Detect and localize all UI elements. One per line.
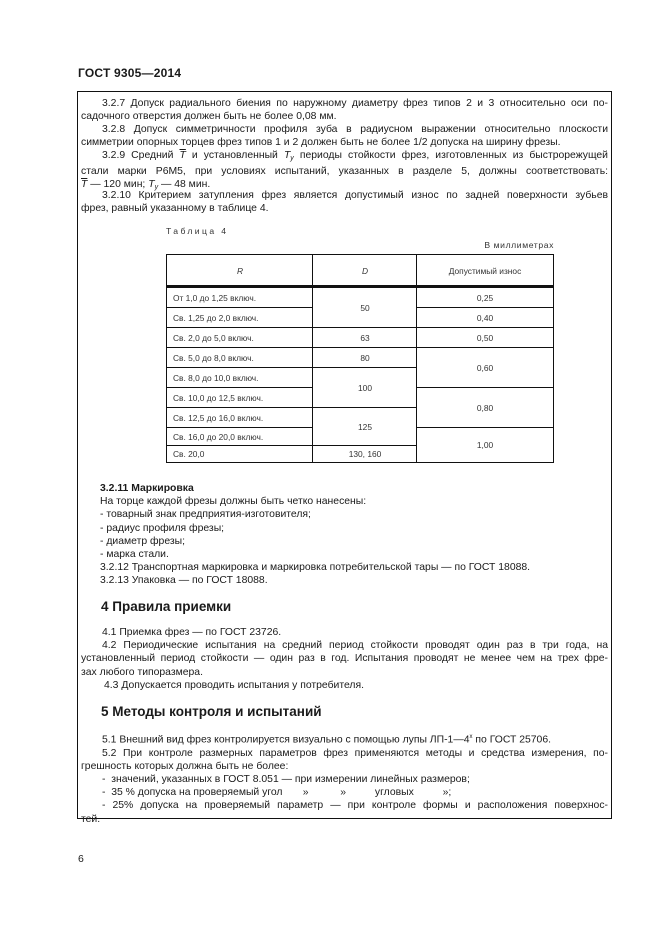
list-item: - диаметр фрезы; [100, 535, 185, 547]
section-4-heading: 4 Правила приемки [101, 599, 232, 614]
page-number: 6 [78, 853, 84, 865]
table-4 [166, 254, 554, 463]
table-cell-r: Св. 2,0 до 5,0 включ. [173, 332, 254, 343]
table-cell-r: Св. 20,0 [173, 449, 205, 459]
list-item: - товарный знак предприятия-изготовителя; [100, 509, 311, 521]
table-cell-r: Св. 5,0 до 8,0 включ. [173, 352, 254, 363]
table-cell-r: Св. 1,25 до 2,0 включ. [173, 312, 259, 323]
table-cell-wear: 0,40 [476, 312, 494, 323]
table-cell-d: 50 [360, 302, 370, 313]
table-cell-d: 125 [358, 421, 372, 432]
table-cell-wear: 0,80 [476, 402, 494, 413]
table-cell-wear: 0,50 [476, 332, 494, 343]
marking-section: 3.2.11 Маркировка На торце каждой фрезы должны быть четко нанесены: - товарный знак предприятия-изготовителя; - радиус профиля фрезы; - диаметр фрезы; - марка стали. 3.2.12 Транспортная маркировка и маркировка потребительской тары — по ГОСТ 18088. 3.2.13 Упаковка — по ГОСТ 18088. [100, 482, 605, 588]
paragraph-3-2-10: 3.2.10 Критерием затупления фрез является допустимый износ по задней поверхности зубьев фрез, равный указанному в таблице 4. [81, 190, 608, 215]
table-cell-wear: 0,25 [476, 292, 494, 303]
list-item: - значений, указанных в ГОСТ 8.051 — при измерении линейных размеров; [102, 774, 470, 786]
section-5-body: 5.1 Внешний вид фрез контролируется визуально с помощью лупы ЛП-1—4$^x$ по ГОСТ 25706. 5.2 При контроле размерных параметров фрез применяются методы и средства измерения, по- грешность которых должна быть не более: - значений, указанных в ГОСТ 8.051 — при измерении линейных размеров; - 35 % допуска на проверяемый угол » » угловых »; - 25% допуска на проверяемый параметр — при контроле формы и расположения поверхнос- тей. [81, 734, 608, 825]
header-wear: Допустимый износ [448, 265, 522, 276]
section-5-heading: 5 Методы контроля и испытаний [101, 704, 322, 719]
header-r: R [236, 265, 244, 276]
paragraph-3-2-8: 3.2.8 Допуск симметричности профиля зуба в радиусном выражении относительно плоскости симметрии опорных торцев фрез типов 1 и 2 должен быть не более 1/2 допуска на ширину фрезы. [81, 124, 608, 149]
table-cell-d: 63 [360, 332, 370, 343]
table-cell-r: Св. 8,0 до 10,0 включ. [173, 372, 259, 383]
table-cell-r: Св. 16,0 до 20,0 включ. [173, 431, 264, 442]
t-set-symbol: T [283, 150, 291, 161]
table-cell-wear: 1,00 [476, 440, 494, 450]
table-cell-r: Св. 12,5 до 16,0 включ. [173, 412, 264, 423]
table-caption: Таблица 4 [166, 226, 229, 236]
list-item: - 25% допуска на проверяемый параметр — при контроле формы и расположения поверхнос- [102, 800, 608, 812]
table-cell-r: Св. 10,0 до 12,5 включ. [173, 392, 264, 403]
table-cell-d: 130, 160 [348, 449, 382, 459]
paragraph-3-2-9: 3.2.9 Средний $\overline{T}$ и установленный $T_y$ периоды стойкости фрез, изготовленных из быстрорежущей стали марки Р6М5, при условиях испытаний, указанных в разделе 5, должны соответствовать: $\overline{T}$ — 120 мин; $T_y$ — 48 мин. [81, 150, 608, 192]
table-cell-d: 100 [358, 382, 372, 393]
paragraph-3-2-7: 3.2.7 Допуск радиального биения по наружному диаметру фрез типов 2 и 3 относительно оси по- садочного отверстия должен быть не более 0,08 мм. [81, 98, 608, 123]
content-frame [77, 91, 612, 825]
marking-heading: 3.2.11 Маркировка [100, 483, 194, 494]
table-cell-r: От 1,0 до 1,25 включ. [173, 292, 257, 303]
list-item: - марка стали. [100, 549, 169, 561]
section-4-body: 4.1 Приемка фрез — по ГОСТ 23726. 4.2 Периодические испытания на средний период стойкости проводят один раз в три года, на установленный период стойкости — один раз в год. Испытания проводят не менее чем на трех фре- зах любого типоразмера. 4.3 Допускается проводить испытания у потребителя. [81, 627, 608, 691]
table-cell-wear: 0,60 [476, 362, 494, 373]
list-item: - 35 % допуска на проверяемый угол » » угловых »; [102, 787, 452, 799]
document-header: ГОСТ 9305—2014 [78, 66, 182, 80]
header-d: D [361, 265, 369, 276]
list-item: - радиус профиля фрезы; [100, 522, 225, 534]
t-mean-symbol: $\overline{T}$ [179, 150, 186, 161]
table-units: В миллиметрах [484, 240, 554, 250]
table-cell-d: 80 [360, 352, 370, 363]
